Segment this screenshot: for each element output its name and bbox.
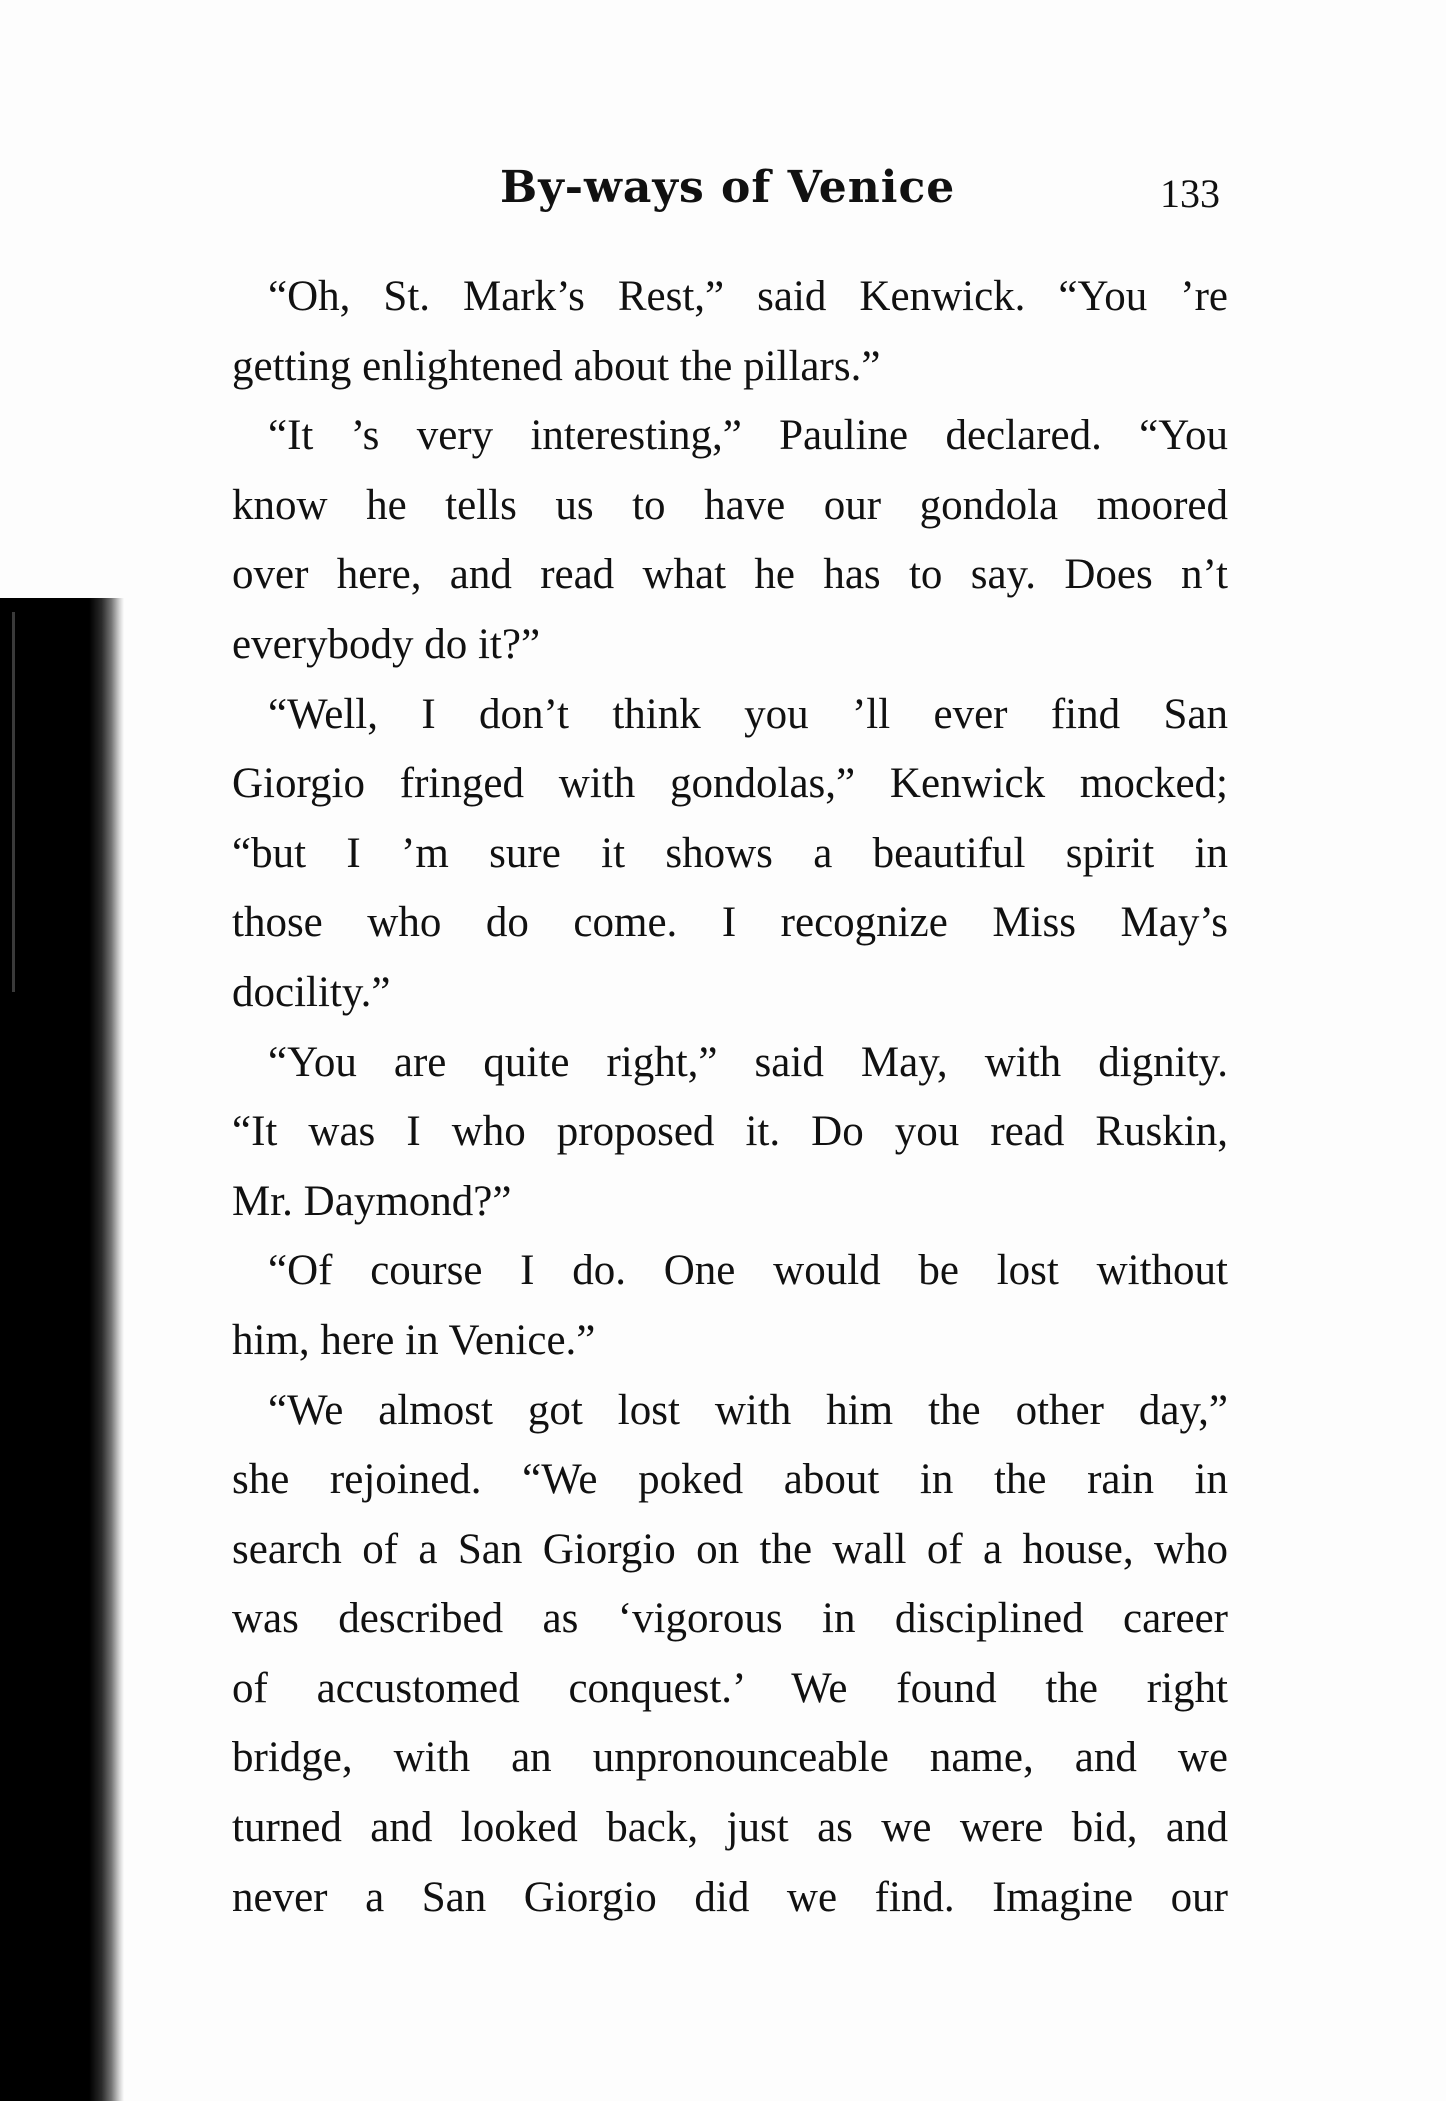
binding-mark <box>12 612 15 992</box>
running-head <box>232 162 1232 222</box>
text-line: “You are quite right,” said May, with dignity. <box>268 1038 1228 1086</box>
text-line: him, here in Venice.” <box>232 1316 596 1364</box>
text-line: bridge, with an unpronounceable name, and we <box>232 1734 1228 1782</box>
text-line: “Oh, St. Mark’s Rest,” said Kenwick. “You ’re <box>268 273 1228 320</box>
text-line: was described as ‘vigorous in disciplined career <box>232 1595 1228 1643</box>
text-line: “Well, I don’t think you ’ll ever find San <box>268 690 1228 738</box>
text-line: Giorgio fringed with gondolas,” Kenwick mocked; <box>232 760 1228 808</box>
text-line: of accustomed conquest.’ We found the right <box>232 1664 1228 1712</box>
text-line: getting enlightened about the pillars.” <box>232 342 881 390</box>
binding-edge-shadow <box>0 598 124 2101</box>
text-line: “but I ’m sure it shows a beautiful spirit in <box>232 829 1228 877</box>
text-line: never a San Giorgio did we find. Imagine our <box>232 1873 1228 1921</box>
text-line: “Of course I do. One would be lost without <box>268 1247 1228 1295</box>
text-line: know he tells us to have our gondola moored <box>232 481 1228 529</box>
text-line: Mr. Daymond?” <box>232 1177 512 1225</box>
page-number: 133 <box>1160 171 1220 216</box>
text-line: everybody do it?” <box>232 620 541 668</box>
text-line: docility.” <box>232 968 391 1016</box>
text-line: search of a San Giorgio on the wall of a house, who <box>232 1525 1228 1573</box>
text-line: over here, and read what he has to say. Does n’t <box>232 551 1228 599</box>
running-title: By-ways of Venice <box>500 162 956 213</box>
text-line: those who do come. I recognize Miss May’s <box>232 899 1228 947</box>
text-line: “It was I who proposed it. Do you read Ruskin, <box>232 1108 1228 1156</box>
text-line: “It ’s very interesting,” Pauline declared. “You <box>268 412 1228 460</box>
text-line: turned and looked back, just as we were bid, and <box>232 1804 1228 1852</box>
body-text <box>232 262 1228 1932</box>
text-line: she rejoined. “We poked about in the rain in <box>232 1456 1228 1504</box>
text-line: “We almost got lost with him the other day,” <box>268 1386 1228 1434</box>
